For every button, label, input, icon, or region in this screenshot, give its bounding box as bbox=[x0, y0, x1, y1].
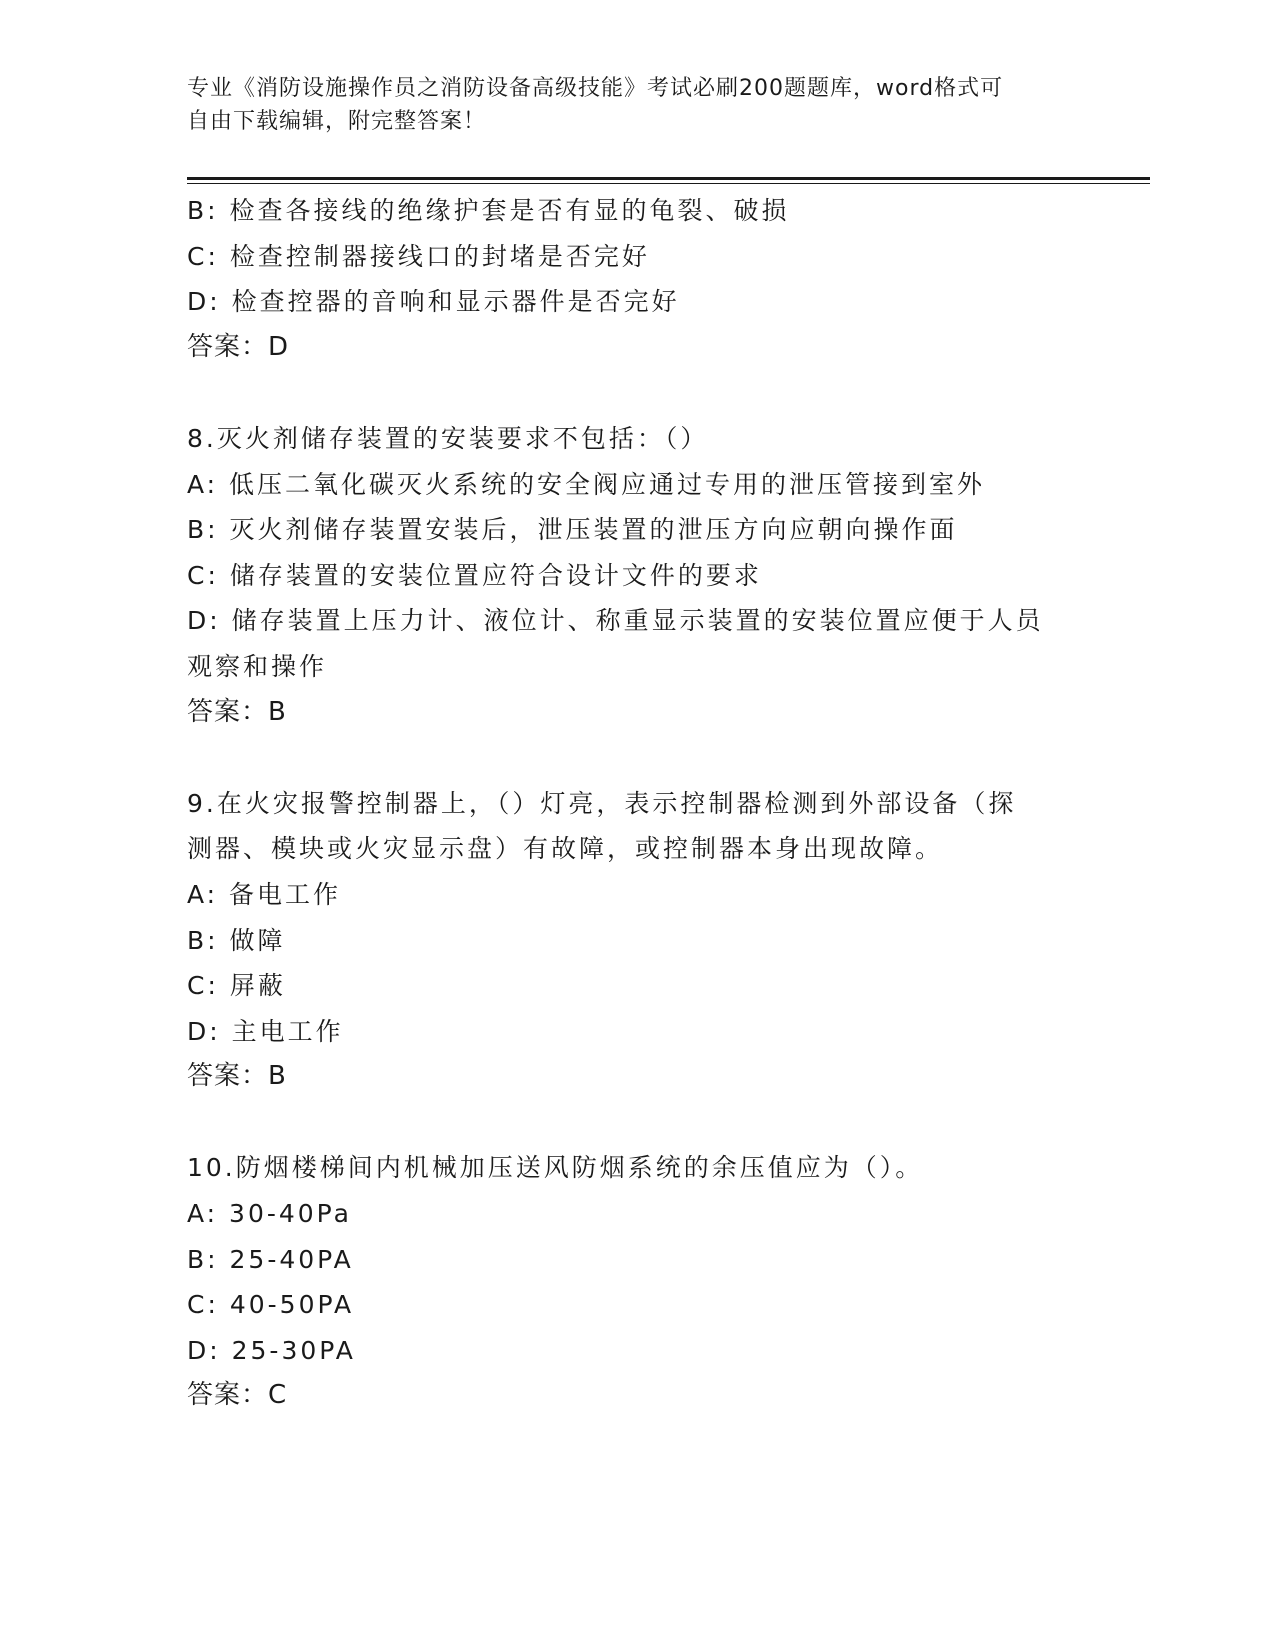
option-b: B: 做障 bbox=[187, 925, 286, 955]
header-title-line-2: 自由下载编辑，附完整答案！ bbox=[187, 109, 487, 134]
header-divider-thick bbox=[187, 177, 1150, 180]
question-spacer bbox=[187, 735, 1087, 781]
question-text: 10.防烟楼梯间内机械加压送风防烟系统的余压值应为（）。 bbox=[187, 1153, 924, 1183]
option-c: C: 储存装置的安装位置应符合设计文件的要求 bbox=[187, 560, 762, 590]
option-b: B: 检查各接线的绝缘护套是否有显的龟裂、破损 bbox=[187, 196, 790, 225]
option-c: C: 检查控制器接线口的封堵是否完好 bbox=[187, 241, 650, 271]
header-divider-thin bbox=[187, 183, 1150, 184]
question-text-line-1: 9.在火灾报警控制器上，（）灯亮，表示控制器检测到外部设备（探 bbox=[187, 788, 1017, 818]
option-c: C: 40-50PA bbox=[187, 1290, 355, 1320]
option-a: A: 低压二氧化碳灭火系统的安全阀应通过专用的泄压管接到室外 bbox=[187, 469, 986, 499]
answer-line: 答案：B bbox=[187, 696, 287, 727]
question-9 bbox=[187, 781, 1087, 1100]
option-d-line-2: 观察和操作 bbox=[187, 651, 328, 681]
option-d-line-1: D: 储存装置上压力计、液位计、称重显示装置的安装位置应便于人员 bbox=[187, 606, 1044, 636]
question-text: 8.灭火剂储存装置的安装要求不包括：（） bbox=[187, 423, 709, 453]
option-b: B: 灭火剂储存装置安装后，泄压装置的泄压方向应朝向操作面 bbox=[187, 515, 958, 545]
option-b: B: 25-40PA bbox=[187, 1244, 354, 1274]
document-header bbox=[187, 72, 1067, 138]
question-7-tail bbox=[187, 188, 1087, 370]
option-c: C: 屏蔽 bbox=[187, 971, 286, 1001]
option-d: D: 检查控器的音响和显示器件是否完好 bbox=[187, 287, 680, 317]
question-text-line-2: 测器、模块或火灾显示盘）有故障，或控制器本身出现故障。 bbox=[187, 834, 944, 864]
option-d: D: 主电工作 bbox=[187, 1016, 344, 1046]
option-a: A: 备电工作 bbox=[187, 879, 342, 909]
option-d: D: 25-30PA bbox=[187, 1335, 356, 1365]
option-a: A: 30-40Pa bbox=[187, 1199, 352, 1229]
question-8 bbox=[187, 416, 1087, 735]
question-list bbox=[187, 188, 1087, 1419]
answer-line: 答案：C bbox=[187, 1380, 288, 1411]
answer-line: 答案：D bbox=[187, 331, 290, 362]
question-spacer bbox=[187, 370, 1087, 416]
header-title-line-1: 专业《消防设施操作员之消防设备高级技能》考试必刷200题题库，word格式可 bbox=[187, 76, 1004, 101]
answer-line: 答案：B bbox=[187, 1061, 287, 1092]
question-10 bbox=[187, 1145, 1087, 1419]
question-spacer bbox=[187, 1100, 1087, 1146]
